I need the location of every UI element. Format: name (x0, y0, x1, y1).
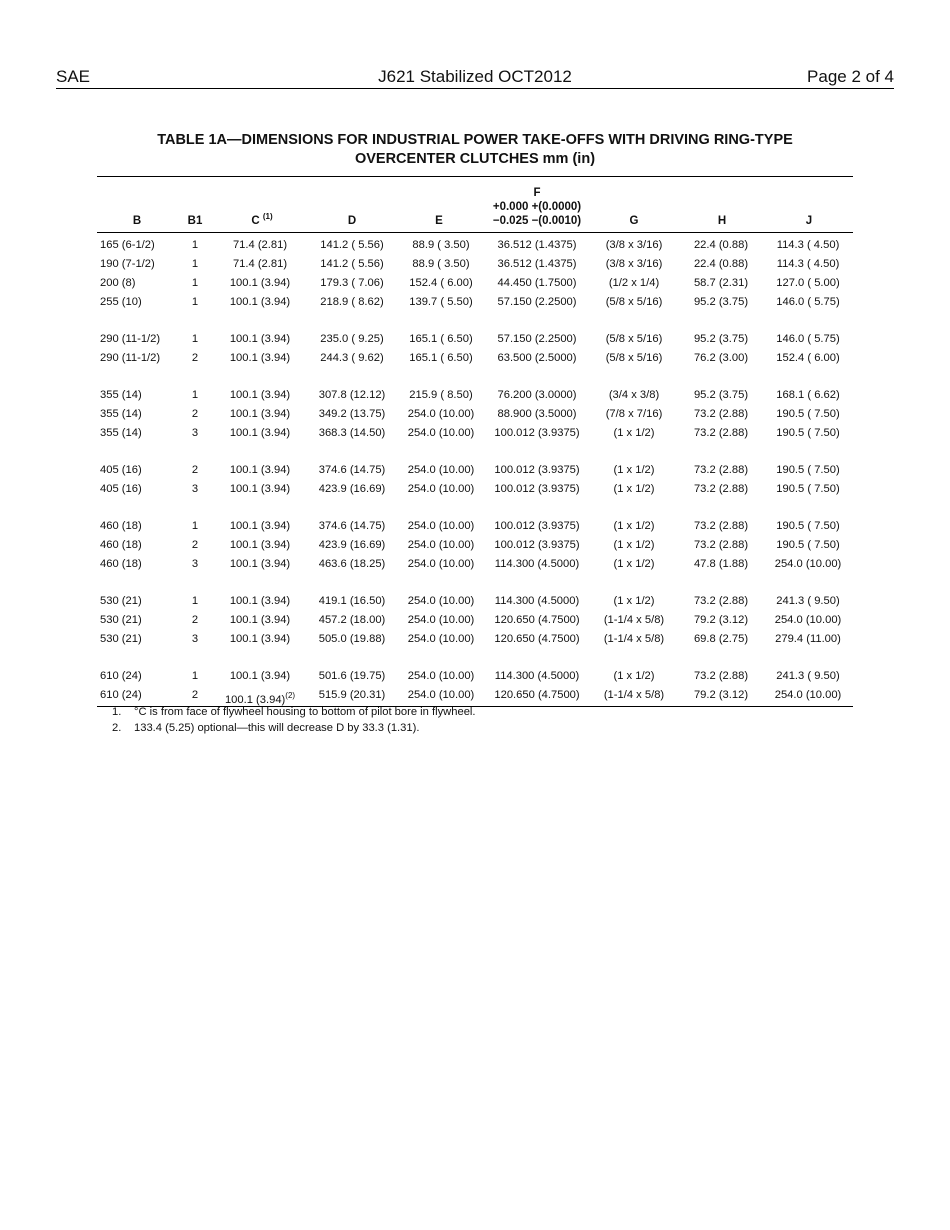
cell-f: 63.500 (2.5000) (497, 352, 577, 364)
cell-e: 215.9 ( 8.50) (409, 389, 473, 401)
table-row (97, 592, 853, 611)
cell-j: 168.1 ( 6.62) (776, 389, 840, 401)
cell-e: 165.1 ( 6.50) (409, 333, 473, 345)
cell-j: 146.0 ( 5.75) (776, 296, 840, 308)
cell-g: (1 x 1/2) (613, 539, 655, 551)
cell-c: 100.1 (3.94) (229, 520, 291, 532)
cell-b: 530 (21) (100, 614, 142, 626)
cell-c: 100.1 (3.94) (229, 389, 291, 401)
cell-h: 47.8 (1.88) (693, 558, 749, 570)
group-spacer (97, 649, 853, 667)
cell-g: (3/4 x 3/8) (608, 389, 660, 401)
cell-g: (1 x 1/2) (613, 464, 655, 476)
cell-g: (1-1/4 x 5/8) (603, 689, 665, 701)
cell-b1: 2 (191, 614, 199, 626)
cell-e: 254.0 (10.00) (407, 427, 475, 439)
cell-g: (5/8 x 5/16) (605, 296, 663, 308)
cell-j: 241.3 ( 9.50) (776, 595, 840, 607)
cell-e: 88.9 ( 3.50) (412, 258, 470, 270)
col-header-b: B (132, 215, 142, 227)
cell-j: 190.5 ( 7.50) (776, 520, 840, 532)
cell-c: 71.4 (2.81) (232, 239, 288, 251)
cell-d: 423.9 (16.69) (318, 483, 386, 495)
cell-j: 190.5 ( 7.50) (776, 427, 840, 439)
table-row (97, 349, 853, 368)
table-row (97, 405, 853, 424)
cell-e: 254.0 (10.00) (407, 670, 475, 682)
dimensions-table (97, 176, 853, 707)
table-row (97, 461, 853, 480)
col-header-c (232, 210, 292, 228)
cell-b1: 1 (191, 520, 199, 532)
cell-e: 152.4 ( 6.00) (409, 277, 473, 289)
cell-d: 141.2 ( 5.56) (320, 258, 384, 270)
cell-b1: 2 (191, 464, 199, 476)
cell-b1: 1 (191, 389, 199, 401)
cell-b1: 3 (191, 558, 199, 570)
cell-b: 290 (11-1/2) (100, 352, 161, 364)
cell-h: 95.2 (3.75) (693, 296, 749, 308)
table-row (97, 386, 853, 405)
cell-b: 610 (24) (100, 689, 142, 701)
cell-b1: 2 (191, 539, 199, 551)
footnote-number: 2. (112, 721, 122, 734)
cell-g: (1 x 1/2) (613, 427, 655, 439)
cell-e: 254.0 (10.00) (407, 464, 475, 476)
cell-j: 127.0 ( 5.00) (776, 277, 840, 289)
cell-j: 152.4 ( 6.00) (776, 352, 840, 364)
cell-b: 610 (24) (100, 670, 142, 682)
cell-c: 100.1 (3.94) (229, 296, 291, 308)
col-header-b1: B1 (187, 215, 203, 227)
cell-j: 190.5 ( 7.50) (776, 408, 840, 420)
cell-b: 190 (7-1/2) (100, 258, 155, 270)
cell-e: 165.1 ( 6.50) (409, 352, 473, 364)
cell-b1: 2 (191, 689, 199, 701)
cell-f: 44.450 (1.7500) (497, 277, 577, 289)
group-spacer (97, 443, 853, 461)
cell-h: 58.7 (2.31) (693, 277, 749, 289)
footnote-2 (112, 721, 419, 736)
cell-j: 146.0 ( 5.75) (776, 333, 840, 345)
cell-f: 114.300 (4.5000) (494, 670, 580, 682)
cell-c: 100.1 (3.94) (229, 539, 291, 551)
table-row (97, 517, 853, 536)
cell-g: (1/2 x 1/4) (608, 277, 660, 289)
cell-j: 254.0 (10.00) (774, 558, 842, 570)
cell-b1: 1 (191, 258, 199, 270)
cell-c: 100.1 (3.94) (229, 614, 291, 626)
cell-h: 22.4 (0.88) (693, 239, 749, 251)
group-spacer (97, 368, 853, 386)
cell-d: 244.3 ( 9.62) (320, 352, 384, 364)
cell-d: 141.2 ( 5.56) (320, 239, 384, 251)
cell-b: 355 (14) (100, 408, 142, 420)
cell-d: 307.8 (12.12) (318, 389, 386, 401)
cell-b1: 3 (191, 633, 199, 645)
col-header-c-label: C (251, 215, 260, 227)
table-row (97, 555, 853, 574)
cell-b1: 2 (191, 352, 199, 364)
page-header (56, 66, 894, 89)
cell-f: 114.300 (4.5000) (494, 558, 580, 570)
cell-c: 71.4 (2.81) (232, 258, 288, 270)
cell-c-value: 100.1 (3.94) (224, 694, 286, 706)
cell-b1: 1 (191, 239, 199, 251)
cell-b: 405 (16) (100, 483, 142, 495)
cell-f: 36.512 (1.4375) (497, 239, 577, 251)
table-header (97, 177, 853, 233)
cell-g: (3/8 x 3/16) (605, 239, 663, 251)
cell-b: 355 (14) (100, 389, 142, 401)
cell-d: 374.6 (14.75) (318, 464, 386, 476)
cell-c: 100.1 (3.94) (229, 464, 291, 476)
cell-c: 100.1 (3.94) (229, 352, 291, 364)
cell-f: 88.900 (3.5000) (497, 408, 577, 420)
cell-f: 120.650 (4.7500) (494, 689, 580, 701)
cell-j: 190.5 ( 7.50) (776, 464, 840, 476)
cell-d: 349.2 (13.75) (318, 408, 386, 420)
footnote-1 (112, 705, 476, 720)
cell-d: 501.6 (19.75) (318, 670, 386, 682)
cell-g: (1 x 1/2) (613, 558, 655, 570)
cell-b: 460 (18) (100, 539, 142, 551)
cell-h: 73.2 (2.88) (693, 464, 749, 476)
table-title-line-1: TABLE 1A—DIMENSIONS FOR INDUSTRIAL POWER TAKE-OFFS WITH DRIVING RING-TYPE (157, 132, 793, 148)
cell-b1: 2 (191, 408, 199, 420)
cell-g: (1-1/4 x 5/8) (603, 633, 665, 645)
cell-b: 460 (18) (100, 520, 142, 532)
cell-e: 254.0 (10.00) (407, 520, 475, 532)
cell-h: 79.2 (3.12) (693, 614, 749, 626)
col-header-c-note: (1) (262, 212, 273, 221)
footnote-ref-2: (2) (285, 691, 296, 700)
cell-d: 515.9 (20.31) (318, 689, 386, 701)
cell-c: 100.1 (3.94) (229, 633, 291, 645)
cell-b: 200 (8) (100, 277, 136, 289)
cell-d: 218.9 ( 8.62) (320, 296, 384, 308)
cell-b1: 1 (191, 296, 199, 308)
cell-j: 114.3 ( 4.50) (776, 258, 840, 270)
cell-g: (1 x 1/2) (613, 595, 655, 607)
cell-c: 100.1 (3.94) (229, 595, 291, 607)
col-header-f-label: F (533, 187, 541, 199)
table-title-line-2: OVERCENTER CLUTCHES mm (in) (354, 151, 596, 167)
cell-h: 73.2 (2.88) (693, 539, 749, 551)
cell-f: 114.300 (4.5000) (494, 595, 580, 607)
cell-h: 73.2 (2.88) (693, 408, 749, 420)
header-doc-id: J621 Stabilized OCT2012 (378, 67, 572, 86)
cell-j: 241.3 ( 9.50) (776, 670, 840, 682)
cell-c: 100.1 (3.94) (229, 277, 291, 289)
cell-f: 120.650 (4.7500) (494, 633, 580, 645)
cell-b: 355 (14) (100, 427, 142, 439)
cell-h: 95.2 (3.75) (693, 389, 749, 401)
table-row (97, 293, 853, 312)
cell-h: 22.4 (0.88) (693, 258, 749, 270)
cell-e: 254.0 (10.00) (407, 614, 475, 626)
cell-h: 73.2 (2.88) (693, 427, 749, 439)
col-header-e: E (435, 215, 443, 227)
cell-h: 73.2 (2.88) (693, 595, 749, 607)
cell-c: 100.1 (3.94) (229, 408, 291, 420)
cell-f: 100.012 (3.9375) (494, 539, 580, 551)
cell-j: 114.3 ( 4.50) (776, 239, 840, 251)
table-row (97, 536, 853, 555)
header-org: SAE (56, 67, 91, 86)
cell-f: 57.150 (2.2500) (497, 296, 577, 308)
cell-c: 100.1 (3.94) (229, 427, 291, 439)
cell-c: 100.1 (3.94) (229, 670, 291, 682)
col-header-f-minus-tol: −0.025 −(0.0010) (492, 215, 582, 227)
cell-g: (3/8 x 3/16) (605, 258, 663, 270)
cell-b: 255 (10) (100, 296, 142, 308)
cell-h: 79.2 (3.12) (693, 689, 749, 701)
cell-h: 76.2 (3.00) (693, 352, 749, 364)
cell-c: 100.1 (3.94) (229, 558, 291, 570)
cell-f: 100.012 (3.9375) (494, 464, 580, 476)
cell-e: 254.0 (10.00) (407, 633, 475, 645)
cell-f: 57.150 (2.2500) (497, 333, 577, 345)
cell-f: 100.012 (3.9375) (494, 520, 580, 532)
table-row (97, 480, 853, 499)
cell-d: 235.0 ( 9.25) (320, 333, 384, 345)
cell-e: 88.9 ( 3.50) (412, 239, 470, 251)
cell-j: 190.5 ( 7.50) (776, 539, 840, 551)
table-row (97, 667, 853, 686)
cell-h: 73.2 (2.88) (693, 483, 749, 495)
cell-b: 530 (21) (100, 633, 142, 645)
table-row (97, 630, 853, 649)
cell-d: 505.0 (19.88) (318, 633, 386, 645)
cell-c: 100.1 (3.94) (229, 483, 291, 495)
footnote-text: 133.4 (5.25) optional—this will decrease D by 33.3 (1.31). (134, 721, 420, 734)
col-header-h: H (717, 215, 727, 227)
cell-g: (1 x 1/2) (613, 670, 655, 682)
col-header-g: G (629, 215, 639, 227)
table-body (97, 233, 853, 706)
col-header-j: J (805, 215, 813, 227)
cell-h: 69.8 (2.75) (693, 633, 749, 645)
table-row (97, 424, 853, 443)
cell-b1: 1 (191, 595, 199, 607)
cell-g: (5/8 x 5/16) (605, 333, 663, 345)
cell-b1: 1 (191, 277, 199, 289)
cell-f: 36.512 (1.4375) (497, 258, 577, 270)
cell-d: 374.6 (14.75) (318, 520, 386, 532)
cell-j: 254.0 (10.00) (774, 689, 842, 701)
cell-f: 120.650 (4.7500) (494, 614, 580, 626)
group-spacer (97, 574, 853, 592)
cell-e: 254.0 (10.00) (407, 408, 475, 420)
table-row (97, 686, 853, 705)
cell-e: 254.0 (10.00) (407, 539, 475, 551)
table-row (97, 611, 853, 630)
group-spacer (97, 499, 853, 517)
cell-g: (1 x 1/2) (613, 520, 655, 532)
col-header-d: D (347, 215, 357, 227)
cell-b: 530 (21) (100, 595, 142, 607)
cell-f: 100.012 (3.9375) (494, 483, 580, 495)
table-row (97, 330, 853, 349)
cell-b1: 3 (191, 483, 199, 495)
table-row (97, 274, 853, 293)
cell-b: 165 (6-1/2) (100, 239, 155, 251)
group-spacer (97, 312, 853, 330)
cell-d: 419.1 (16.50) (318, 595, 386, 607)
footnote-text: °C is from face of flywheel housing to bottom of pilot bore in flywheel. (134, 706, 476, 718)
cell-b1: 1 (191, 670, 199, 682)
cell-j: 279.4 (11.00) (775, 633, 841, 645)
cell-d: 423.9 (16.69) (318, 539, 386, 551)
footnote-number: 1. (112, 706, 122, 718)
cell-d: 179.3 ( 7.06) (320, 277, 384, 289)
cell-d: 368.3 (14.50) (318, 427, 386, 439)
cell-e: 254.0 (10.00) (407, 483, 475, 495)
cell-g: (5/8 x 5/16) (605, 352, 663, 364)
table-row (97, 236, 853, 255)
cell-j: 254.0 (10.00) (774, 614, 842, 626)
col-header-f-plus-tol: +0.000 +(0.0000) (492, 201, 582, 213)
cell-g: (1-1/4 x 5/8) (603, 614, 665, 626)
cell-e: 139.7 ( 5.50) (409, 296, 473, 308)
cell-e: 254.0 (10.00) (407, 595, 475, 607)
cell-h: 95.2 (3.75) (693, 333, 749, 345)
cell-b: 460 (18) (100, 558, 142, 570)
cell-c: 100.1 (3.94) (229, 333, 291, 345)
header-page-number: Page 2 of 4 (807, 67, 894, 86)
cell-d: 463.6 (18.25) (318, 558, 386, 570)
cell-f: 100.012 (3.9375) (494, 427, 580, 439)
cell-b1: 1 (191, 333, 199, 345)
cell-e: 254.0 (10.00) (407, 689, 475, 701)
cell-g: (7/8 x 7/16) (605, 408, 663, 420)
cell-b1: 3 (191, 427, 199, 439)
cell-h: 73.2 (2.88) (693, 670, 749, 682)
col-header-f (480, 186, 594, 228)
cell-j: 190.5 ( 7.50) (776, 483, 840, 495)
cell-g: (1 x 1/2) (613, 483, 655, 495)
table-title (97, 131, 853, 169)
cell-d: 457.2 (18.00) (318, 614, 386, 626)
cell-b: 405 (16) (100, 464, 142, 476)
cell-f: 76.200 (3.0000) (497, 389, 577, 401)
cell-b: 290 (11-1/2) (100, 333, 161, 345)
table-row (97, 255, 853, 274)
cell-e: 254.0 (10.00) (407, 558, 475, 570)
cell-h: 73.2 (2.88) (693, 520, 749, 532)
